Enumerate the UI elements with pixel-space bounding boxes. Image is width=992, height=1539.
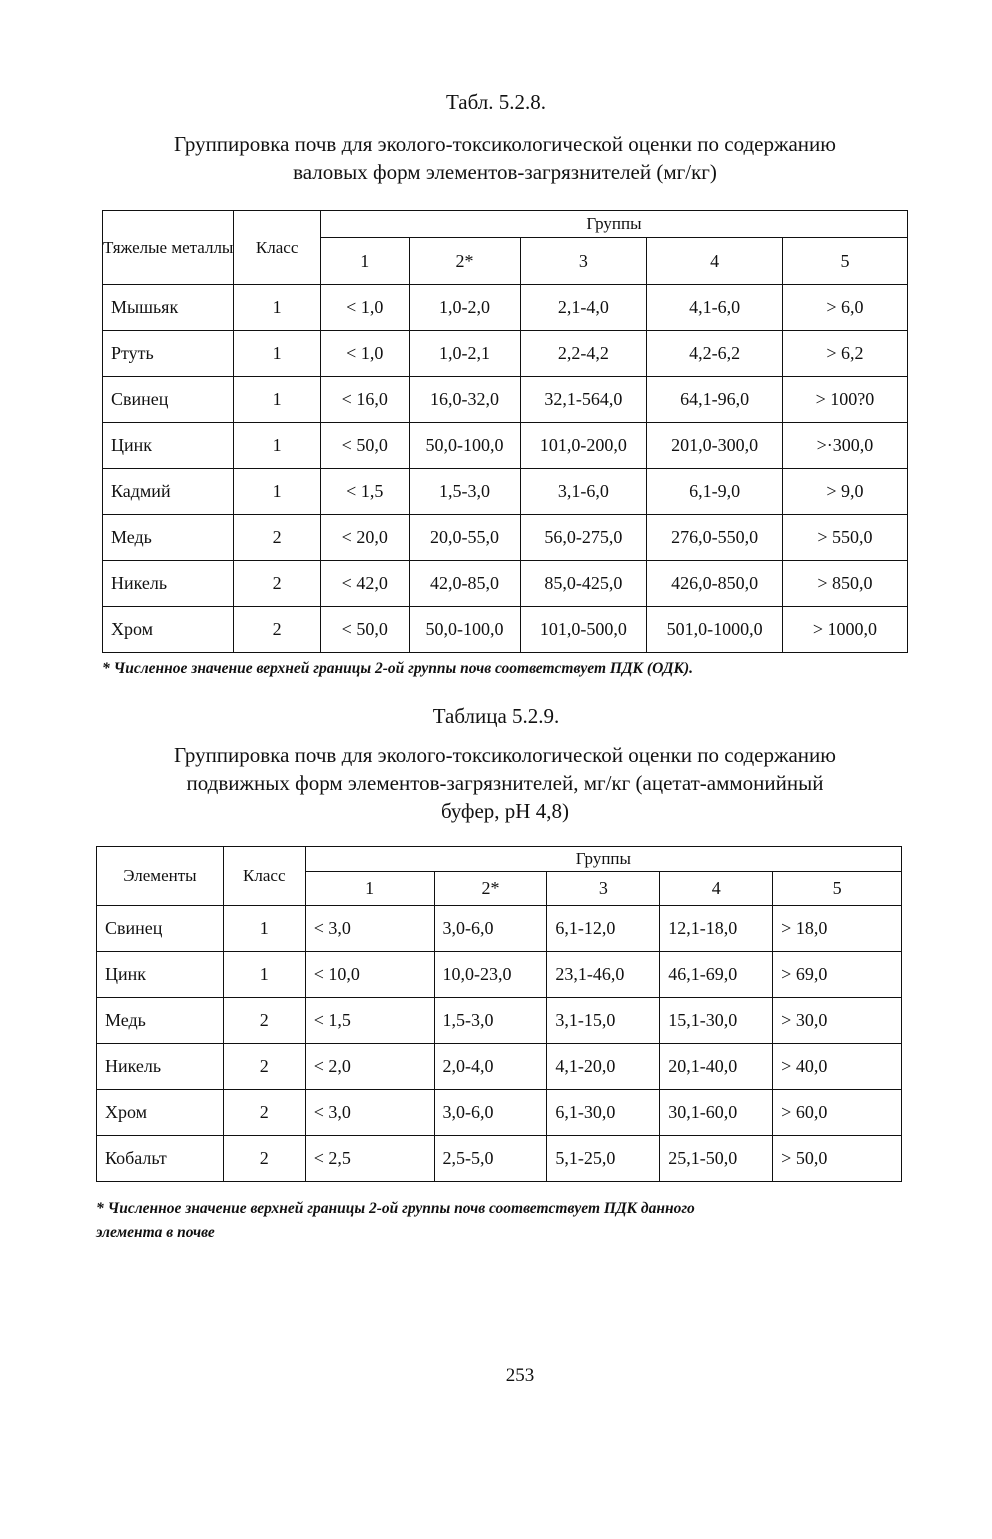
group-1-cell: < 16,0 [320,377,409,423]
page-number: 253 [505,1365,535,1386]
group-5-cell: > 60,0 [773,1090,902,1136]
class-cell: 2 [223,1044,305,1090]
element-name-cell: Кадмий [103,469,234,515]
group-5-cell: > 100?0 [782,377,907,423]
group-2-cell: 2,0-4,0 [434,1044,547,1090]
group-2-cell: 20,0-55,0 [409,515,520,561]
header-group-2: 2* [409,238,520,285]
group-4-cell: 6,1-9,0 [647,469,783,515]
element-name-cell: Цинк [103,423,234,469]
group-5-cell: > 9,0 [782,469,907,515]
group-4-cell: 4,1-6,0 [647,285,783,331]
group-2-cell: 3,0-6,0 [434,906,547,952]
class-cell: 2 [223,998,305,1044]
table2-footnote-line2: элемента в почве [96,1224,215,1241]
table-row [103,469,908,515]
group-3-cell: 23,1-46,0 [547,952,660,998]
group-1-cell: < 20,0 [320,515,409,561]
group-4-cell: 201,0-300,0 [647,423,783,469]
group-2-cell: 2,5-5,0 [434,1136,547,1182]
group-3-cell: 101,0-500,0 [520,607,647,653]
group-5-cell: > 40,0 [773,1044,902,1090]
group-2-cell: 16,0-32,0 [409,377,520,423]
header-group-1: 1 [320,238,409,285]
group-5-cell: >·300,0 [782,423,907,469]
element-name-cell: Хром [97,1090,224,1136]
group-3-cell: 3,1-15,0 [547,998,660,1044]
table1 [102,210,908,653]
class-cell: 1 [234,377,321,423]
table2-footnote [96,1197,695,1245]
group-1-cell: < 3,0 [305,1090,434,1136]
header-groups: Группы [305,847,901,872]
group-4-cell: 12,1-18,0 [660,906,773,952]
header-group-4: 4 [647,238,783,285]
group-2-cell: 10,0-23,0 [434,952,547,998]
group-5-cell: > 850,0 [782,561,907,607]
table-row [97,1044,902,1090]
group-1-cell: < 1,0 [320,285,409,331]
group-2-cell: 50,0-100,0 [409,423,520,469]
element-name-cell: Ртуть [103,331,234,377]
group-2-cell: 1,5-3,0 [409,469,520,515]
group-3-cell: 6,1-12,0 [547,906,660,952]
group-1-cell: < 2,5 [305,1136,434,1182]
group-4-cell: 20,1-40,0 [660,1044,773,1090]
group-3-cell: 32,1-564,0 [520,377,647,423]
group-5-cell: > 69,0 [773,952,902,998]
group-3-cell: 3,1-6,0 [520,469,647,515]
table2 [96,846,902,1182]
group-5-cell: > 50,0 [773,1136,902,1182]
header-group-2: 2* [434,872,547,906]
group-4-cell: 4,2-6,2 [647,331,783,377]
group-2-cell: 1,0-2,0 [409,285,520,331]
header-group-1: 1 [305,872,434,906]
table1-body [103,285,908,653]
header-group-4: 4 [660,872,773,906]
group-4-cell: 501,0-1000,0 [647,607,783,653]
group-1-cell: < 10,0 [305,952,434,998]
group-1-cell: < 1,0 [320,331,409,377]
class-cell: 1 [223,952,305,998]
group-4-cell: 25,1-50,0 [660,1136,773,1182]
class-cell: 1 [234,469,321,515]
table1-footnote: * Численное значение верхней границы 2-ой группы почв соответствует ПДК (ОДК). [102,660,694,677]
group-4-cell: 426,0-850,0 [647,561,783,607]
class-cell: 1 [234,423,321,469]
group-1-cell: < 50,0 [320,423,409,469]
class-cell: 2 [234,607,321,653]
group-5-cell: > 18,0 [773,906,902,952]
group-3-cell: 56,0-275,0 [520,515,647,561]
group-2-cell: 50,0-100,0 [409,607,520,653]
table-row [97,906,902,952]
header-group-5: 5 [782,238,907,285]
header-elements: Элементы [97,847,224,906]
element-name-cell: Свинец [103,377,234,423]
group-4-cell: 46,1-69,0 [660,952,773,998]
group-1-cell: < 1,5 [320,469,409,515]
element-name-cell: Мышьяк [103,285,234,331]
group-1-cell: < 2,0 [305,1044,434,1090]
table-row [97,1090,902,1136]
group-4-cell: 15,1-30,0 [660,998,773,1044]
element-name-cell: Медь [97,998,224,1044]
group-4-cell: 30,1-60,0 [660,1090,773,1136]
table2-title [100,741,910,825]
group-5-cell: > 6,2 [782,331,907,377]
group-4-cell: 276,0-550,0 [647,515,783,561]
table1-caption: Табл. 5.2.8. [445,90,547,114]
class-cell: 2 [234,561,321,607]
group-5-cell: > 1000,0 [782,607,907,653]
table-row [103,515,908,561]
class-cell: 2 [223,1136,305,1182]
element-name-cell: Цинк [97,952,224,998]
table-row [103,561,908,607]
table2-title-line2: подвижных форм элементов-загрязнителей, мг/кг (ацетат-аммонийный [186,771,824,795]
group-2-cell: 3,0-6,0 [434,1090,547,1136]
group-1-cell: < 1,5 [305,998,434,1044]
table-row [103,607,908,653]
group-3-cell: 2,2-4,2 [520,331,647,377]
table2-caption: Таблица 5.2.9. [432,704,560,728]
table1-title-line2: валовых форм элементов-загрязнителей (мг/кг) [293,160,717,184]
group-5-cell: > 30,0 [773,998,902,1044]
group-3-cell: 5,1-25,0 [547,1136,660,1182]
group-1-cell: < 42,0 [320,561,409,607]
group-2-cell: 42,0-85,0 [409,561,520,607]
table2-title-line3: буфер, pH 4,8) [441,799,569,823]
header-groups: Группы [320,211,907,238]
group-1-cell: < 50,0 [320,607,409,653]
header-group-5: 5 [773,872,902,906]
element-name-cell: Хром [103,607,234,653]
element-name-cell: Никель [103,561,234,607]
element-name-cell: Кобальт [97,1136,224,1182]
header-metals: Тяжелые металлы [103,211,234,285]
class-cell: 1 [234,285,321,331]
group-5-cell: > 550,0 [782,515,907,561]
table-row [103,423,908,469]
header-class: Класс [223,847,305,906]
group-5-cell: > 6,0 [782,285,907,331]
group-3-cell: 2,1-4,0 [520,285,647,331]
table-row [103,331,908,377]
group-3-cell: 85,0-425,0 [520,561,647,607]
group-4-cell: 64,1-96,0 [647,377,783,423]
group-1-cell: < 3,0 [305,906,434,952]
class-cell: 1 [223,906,305,952]
class-cell: 1 [234,331,321,377]
table-row [97,952,902,998]
table-row [103,285,908,331]
group-3-cell: 6,1-30,0 [547,1090,660,1136]
header-class: Класс [234,211,321,285]
class-cell: 2 [223,1090,305,1136]
table-row [97,1136,902,1182]
table2-body [97,906,902,1182]
group-2-cell: 1,0-2,1 [409,331,520,377]
group-3-cell: 4,1-20,0 [547,1044,660,1090]
table1-title [100,130,910,186]
table2-title-line1: Группировка почв для эколого-токсикологической оценки по содержанию [174,743,836,767]
header-group-3: 3 [520,238,647,285]
element-name-cell: Никель [97,1044,224,1090]
element-name-cell: Медь [103,515,234,561]
group-3-cell: 101,0-200,0 [520,423,647,469]
header-group-3: 3 [547,872,660,906]
table-row [103,377,908,423]
table-row [97,998,902,1044]
class-cell: 2 [234,515,321,561]
table1-title-line1: Группировка почв для эколого-токсикологической оценки по содержанию [174,132,836,156]
table2-footnote-line1: * Численное значение верхней границы 2-ой группы почв соответствует ПДК данного [96,1200,695,1217]
group-2-cell: 1,5-3,0 [434,998,547,1044]
element-name-cell: Свинец [97,906,224,952]
